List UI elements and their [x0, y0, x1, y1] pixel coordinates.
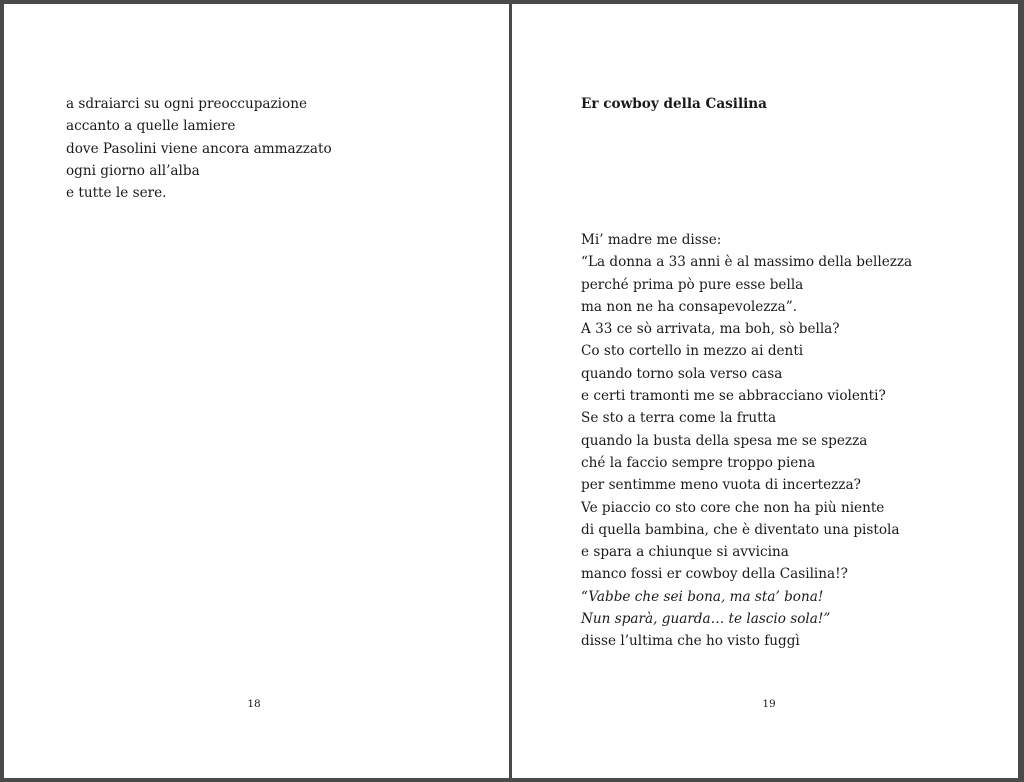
poem-line: Mi’ madre me disse: [581, 232, 722, 248]
poem-line: per sentimme meno vuota di incertezza? [581, 477, 861, 494]
poem-line: dove Pasolini viene ancora ammazzato [66, 140, 332, 157]
poem-line: e spara a chiunque si avvicina [581, 544, 789, 561]
poem-line: quando torno sola verso casa [581, 365, 783, 382]
poem-line: “La donna a 33 anni è al massimo della bellezza [581, 254, 913, 271]
poem-line: Ve piaccio co sto core che non ha più niente [581, 499, 885, 516]
poem-line-italic: Nun sparà, guarda… te lascio sola!” [581, 611, 831, 628]
poem-line-italic: “Vabbe che sei bona, ma sta’ bona! [581, 588, 824, 605]
poem-line: accanto a quelle lamiere [66, 118, 236, 135]
poem-line: e tutte le sere. [66, 185, 167, 202]
poem-line: disse l’ultima che ho visto fuggì [581, 633, 800, 650]
page-18 [4, 4, 509, 778]
poem-line: di quella bambina, che è diventato una pistola [581, 521, 900, 538]
poem-line: perché prima pò pure esse bella [581, 276, 804, 293]
poem-line: manco fossi er cowboy della Casilina!? [581, 566, 848, 583]
poem-line: ogni giorno all’alba [66, 162, 200, 179]
poem-line: A 33 ce sò arrivata, ma boh, sò bella? [581, 321, 840, 338]
poem-title: Er cowboy della Casilina [581, 96, 767, 112]
poem-line: Se sto a terra come la frutta [581, 410, 777, 427]
poem-line: ché la faccio sempre troppo piena [581, 454, 816, 471]
poem-line: e certi tramonti me se abbracciano violenti? [581, 388, 886, 405]
poem-line: ma non ne ha consapevolezza”. [581, 298, 797, 315]
page-number: 19 [762, 698, 776, 710]
page-19 [512, 4, 1018, 778]
poem-line: Co sto cortello in mezzo ai denti [581, 343, 804, 360]
poem-body [581, 229, 912, 653]
page-number: 18 [247, 698, 261, 710]
poem-continuation [66, 93, 332, 204]
poem-line: quando la busta della spesa me se spezza [581, 432, 868, 449]
poem-line: a sdraiarci su ogni preoccupazione [66, 96, 308, 112]
